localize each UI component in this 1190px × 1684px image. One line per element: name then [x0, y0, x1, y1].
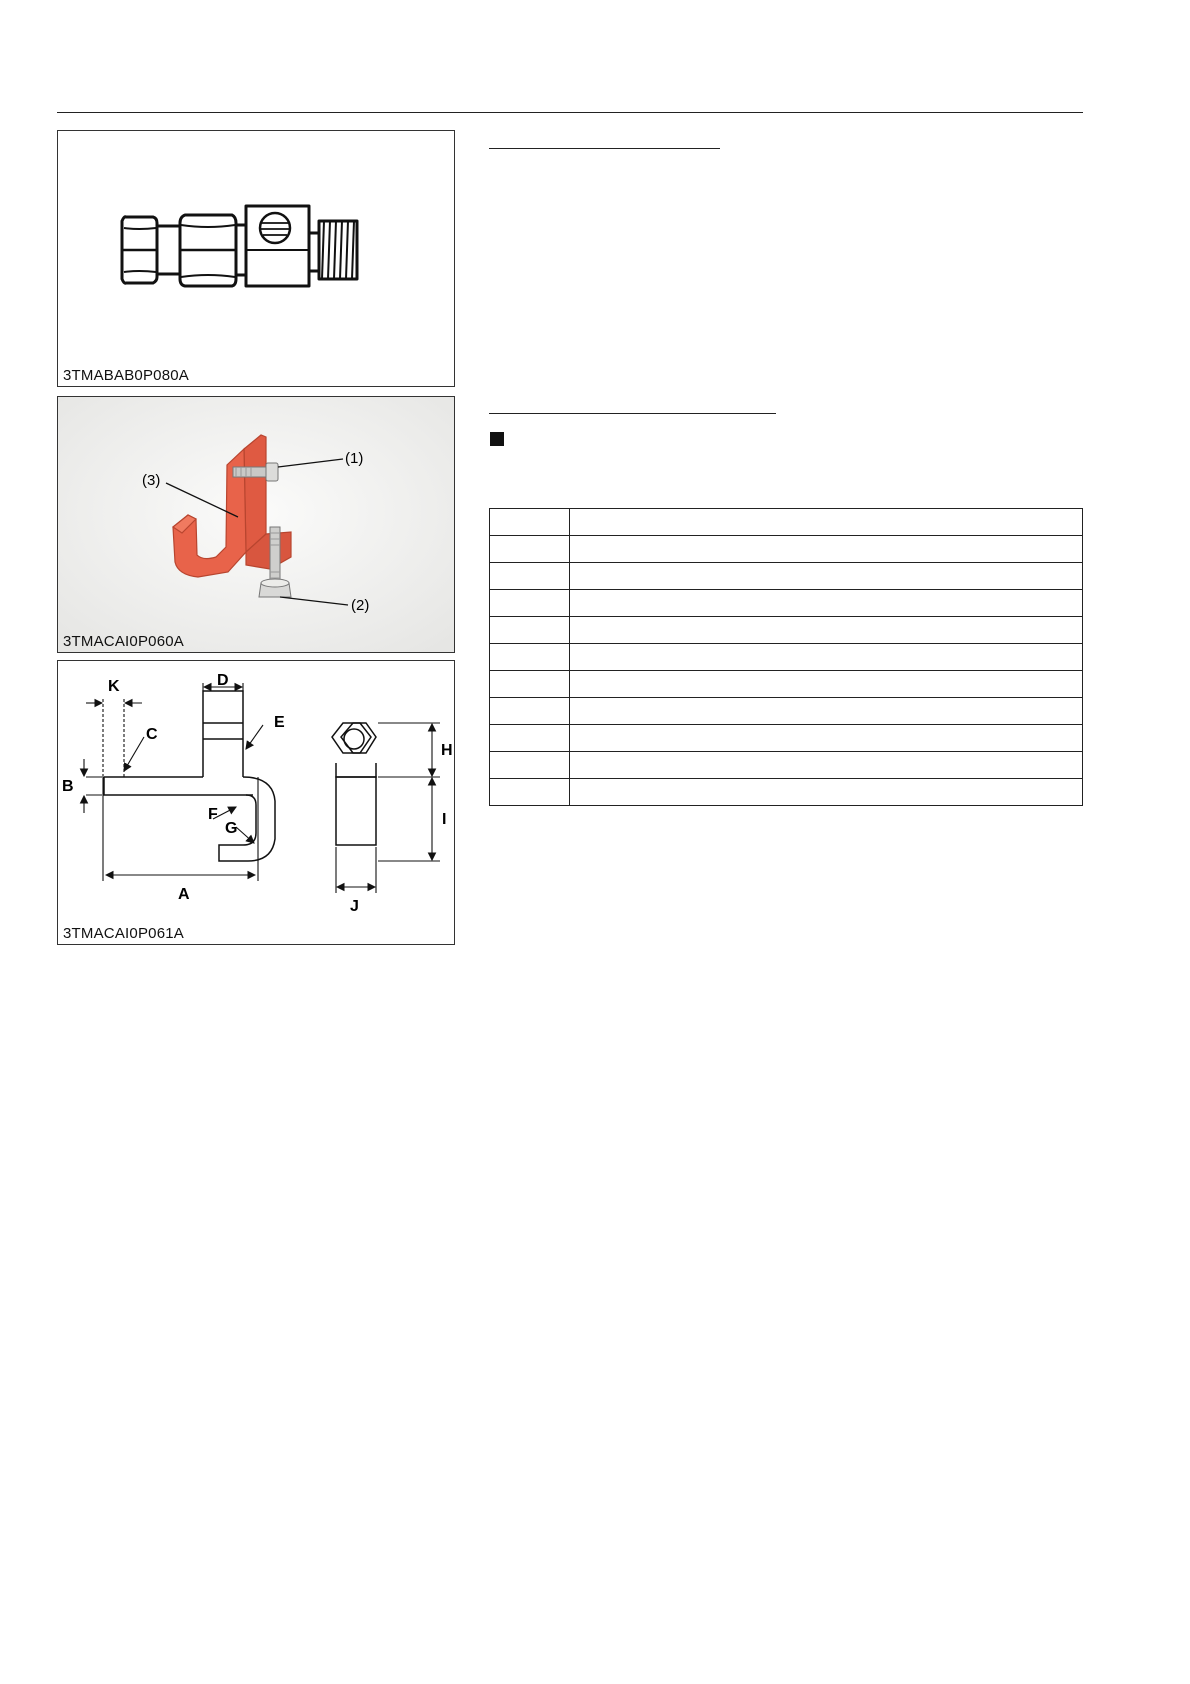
- dim-label-a: A: [178, 886, 190, 903]
- fitting-adaptor-drawing: [58, 131, 455, 387]
- table-cell-key: [490, 509, 570, 536]
- table-row: [490, 617, 1083, 644]
- table-cell-key: [490, 752, 570, 779]
- table-cell-value: [570, 590, 1083, 617]
- dim-label-h: H: [441, 742, 453, 759]
- table-row: [490, 536, 1083, 563]
- dim-label-d: D: [217, 672, 229, 689]
- table-row: [490, 563, 1083, 590]
- dim-label-b: B: [62, 778, 74, 795]
- table-cell-value: [570, 509, 1083, 536]
- table-row: [490, 590, 1083, 617]
- table-row: [490, 779, 1083, 806]
- table-cell-key: [490, 779, 570, 806]
- table-cell-value: [570, 779, 1083, 806]
- dim-label-j: J: [350, 898, 359, 915]
- tool-photo-illustration: [58, 397, 455, 653]
- table-cell-value: [570, 536, 1083, 563]
- table-row: [490, 725, 1083, 752]
- dim-label-k: K: [108, 678, 120, 695]
- table-cell-key: [490, 590, 570, 617]
- figure-code: 3TMABAB0P080A: [63, 367, 189, 384]
- table-row: [490, 671, 1083, 698]
- table-cell-value: [570, 563, 1083, 590]
- dim-label-e: E: [274, 714, 285, 731]
- table-row: [490, 752, 1083, 779]
- callout-1: (1): [345, 450, 364, 467]
- callout-2: (2): [351, 597, 370, 614]
- dimension-drawing: [58, 661, 455, 945]
- callout-3: (3): [142, 472, 161, 489]
- table-row: [490, 644, 1083, 671]
- figure-fitting-adaptor: [57, 130, 455, 387]
- dim-label-c: C: [146, 726, 158, 743]
- figure-tool-photo: [57, 396, 455, 653]
- figure-code: 3TMACAI0P060A: [63, 633, 184, 650]
- square-bullet-icon: [490, 432, 504, 446]
- table-cell-value: [570, 725, 1083, 752]
- dim-label-f: F: [208, 806, 218, 823]
- table-row: [490, 698, 1083, 725]
- page-header-rule: [57, 112, 1083, 113]
- table-cell-key: [490, 563, 570, 590]
- table-cell-value: [570, 617, 1083, 644]
- table-cell-value: [570, 671, 1083, 698]
- table-cell-key: [490, 698, 570, 725]
- figure-code: 3TMACAI0P061A: [63, 925, 184, 942]
- table-row: [490, 509, 1083, 536]
- section-heading-rule: [489, 148, 720, 149]
- table-cell-value: [570, 752, 1083, 779]
- dim-label-g: G: [225, 820, 238, 837]
- table-cell-key: [490, 617, 570, 644]
- dimension-table: [489, 508, 1083, 806]
- table-cell-key: [490, 644, 570, 671]
- table-cell-key: [490, 725, 570, 752]
- dim-label-i: I: [442, 811, 447, 828]
- section-heading-rule: [489, 413, 776, 414]
- table-cell-value: [570, 644, 1083, 671]
- figure-dimension-drawing: [57, 660, 455, 945]
- table-cell-value: [570, 698, 1083, 725]
- table-cell-key: [490, 671, 570, 698]
- table-cell-key: [490, 536, 570, 563]
